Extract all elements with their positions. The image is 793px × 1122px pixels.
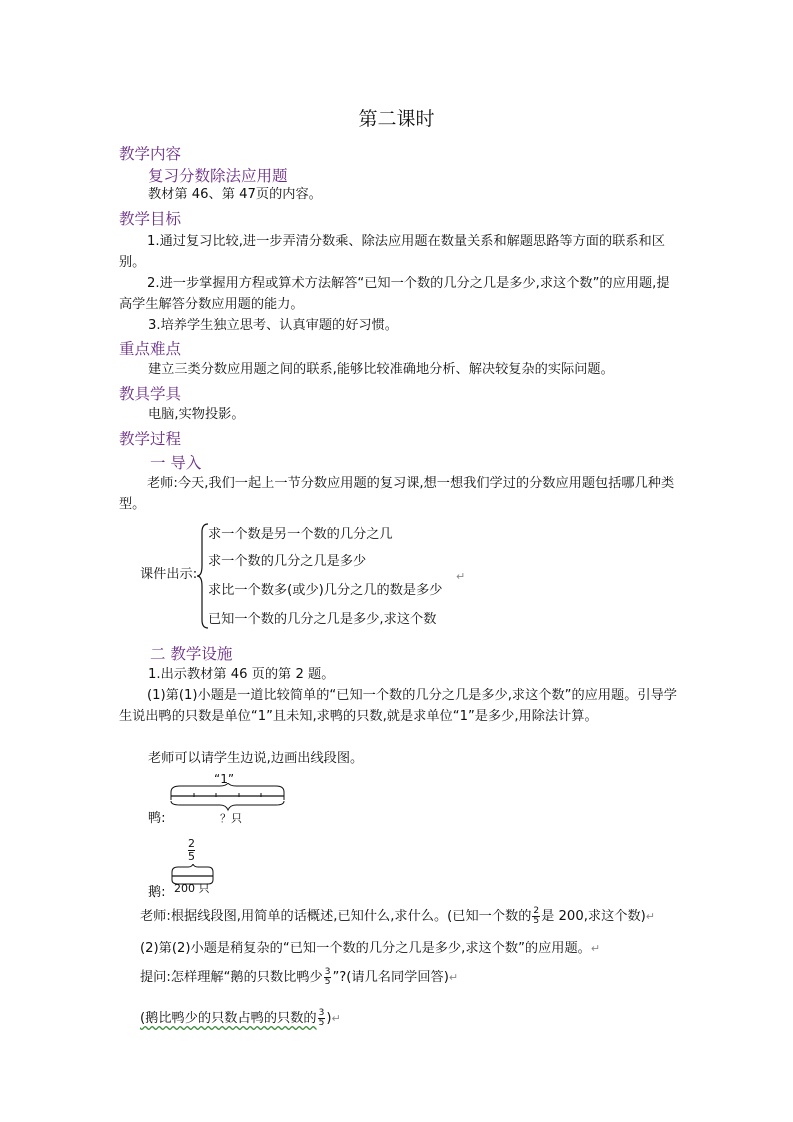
answer-line	[140, 1008, 341, 1029]
unit-label: “1”	[214, 772, 235, 786]
goal-item-3: 3.培养学生独立思考、认真审题的好习惯。	[148, 318, 398, 333]
summary-text-b: 是 200,求这个数)	[541, 909, 646, 924]
summary-fraction-num: 2	[533, 905, 540, 916]
answer-fraction-den: 5	[318, 1017, 325, 1028]
goose-label: 鹅:	[148, 885, 166, 900]
heading-keypoints: 重点难点	[119, 340, 182, 358]
ask-fraction	[324, 968, 332, 987]
type-item-1: 求一个数是另一个数的几分之几	[208, 527, 393, 542]
courseware-label: 课件出示:	[140, 567, 198, 582]
teacher-summary-line	[140, 906, 655, 927]
ask-line	[140, 967, 458, 988]
goose-value: 200 只	[174, 882, 210, 895]
heading-content: 教学内容	[119, 145, 182, 163]
type-item-2: 求一个数的几分之几是多少	[208, 554, 367, 569]
summary-text-a: 老师:根据线段图,用简单的话概述,已知什么,求什么。(已知一个数的	[140, 909, 532, 924]
heading-tools: 教具学具	[119, 385, 182, 403]
question-two-line	[140, 938, 600, 959]
duck-line-diagram	[168, 783, 288, 813]
subheading-impl: 二 教学设施	[150, 645, 233, 663]
subheading-content: 复习分数除法应用题	[148, 167, 288, 185]
goose-fraction-num: 2	[188, 837, 195, 850]
goose-fraction	[188, 838, 195, 863]
answer-fraction-num: 3	[318, 1007, 325, 1018]
answer-text-b: )	[326, 1011, 332, 1026]
goose-fraction-den: 5	[188, 850, 195, 863]
heading-process: 教学过程	[119, 430, 182, 448]
return-mark: ↵	[645, 910, 656, 923]
intro-text: 老师:今天,我们一起上一节分数应用题的复习课,想一想我们学过的分数应用题包括哪几种类型。	[119, 476, 675, 512]
question-two-text: (2)第(2)小题是稍复杂的“已知一个数的几分之几是多少,求这个数”的应用题。	[140, 941, 591, 956]
return-mark: ↵	[590, 942, 601, 955]
ask-text-b: ”?(请几名同学回答)	[332, 970, 449, 985]
return-mark: ↵	[331, 1012, 341, 1025]
impl-text-3: 老师可以请学生边说,边画出线段图。	[148, 751, 364, 766]
keypoints-text: 建立三类分数应用题之间的联系,能够比较准确地分析、解决较复杂的实际问题。	[148, 362, 614, 377]
answer-text-a: (鹅比鸭少的只数占鸭的只数的	[140, 1011, 317, 1026]
type-item-3: 求比一个数多(或少)几分之几的数是多少	[208, 583, 443, 598]
return-mark: ↵	[456, 570, 466, 583]
duck-label: 鸭:	[148, 811, 166, 826]
heading-goals: 教学目标	[119, 210, 182, 228]
goal-item-2: 2.进一步掌握用方程或算术方法解答“已知一个数的几分之几是多少,求这个数”的应用题,提高学生解答分数应用题的能力。	[119, 276, 670, 312]
ask-fraction-den: 5	[324, 976, 331, 987]
impl-text-1: 1.出示教材第 46 页的第 2 题。	[148, 667, 335, 682]
content-text: 教材第 46、第 47页的内容。	[148, 187, 322, 202]
ask-fraction-num: 3	[324, 966, 331, 977]
page-title: 第二课时	[358, 108, 435, 130]
subheading-intro: 一 导入	[150, 454, 202, 472]
type-item-4: 已知一个数的几分之几是多少,求这个数	[208, 612, 437, 627]
duck-question: ？只	[220, 812, 242, 825]
return-mark: ↵	[448, 971, 459, 984]
tools-text: 电脑,实物投影。	[148, 407, 245, 422]
ask-text-a: 提问:怎样理解“鹅的只数比鸭少	[140, 970, 323, 985]
answer-fraction	[318, 1009, 326, 1028]
summary-fraction-den: 5	[533, 915, 540, 926]
summary-fraction	[532, 907, 540, 926]
impl-text-2: (1)第(1)小题是一道比较简单的“已知一个数的几分之几是多少,求这个数”的应用题。引导学生说出鸭的只数是单位“1”且未知,求鸭的只数,就是求单位“1”是多少,用除法计算。	[119, 688, 677, 724]
goal-item-1: 1.通过复习比较,进一步弄清分数乘、除法应用题在数量关系和解题思路等方面的联系和区别。	[119, 234, 665, 270]
